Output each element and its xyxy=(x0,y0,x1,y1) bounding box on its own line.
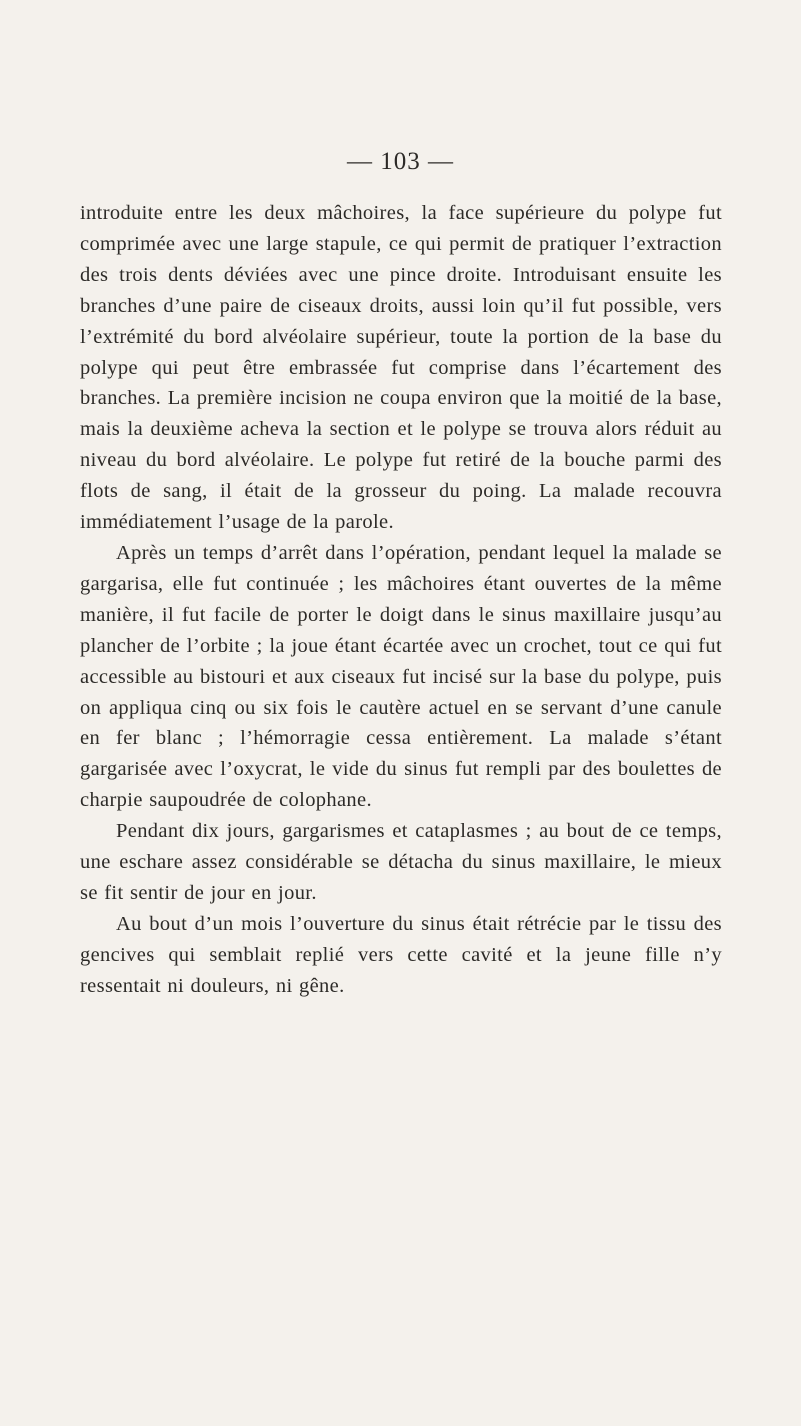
body-text xyxy=(80,198,722,1002)
paragraph-4: Au bout d’un mois l’ouverture du sinus était rétrécie par le tissu des gencives qui semblait replié vers cette cavité et la jeune fille n’y ressentait ni douleurs, ni gêne. xyxy=(80,912,722,997)
paragraph-2: Après un temps d’arrêt dans l’opération, pendant lequel la malade se gargarisa, elle fut continuée ; les mâchoires étant ouvertes de la même manière, il fut facile de porter le doigt dans le sinus maxillaire jusqu’au plancher de l’orbite ; la joue étant écartée avec un crochet, tout ce qui fut accessible au bistouri et aux ciseaux fut incisé sur la base du polype, puis on appliqua cinq ou six fois le cautère actuel en se servant d’une canule en fer blanc ; l’hémorragie cessa entièrement. La malade s’étant gargarisée avec l’oxycrat, le vide du sinus fut rempli par des boulettes de charpie saupoudrée de colophane. xyxy=(80,541,722,812)
page-number: — 103 — xyxy=(347,148,454,175)
paragraph-1: introduite entre les deux mâchoires, la face supérieure du polype fut comprimée avec une large stapule, ce qui permit de pratiquer l’extraction des trois dents déviées avec une pince droite. Introduisant ensuite les branches d’une paire de ciseaux droits, aussi loin qu’il fut possible, vers l’extrémité du bord alvéolaire supérieur, toute la portion de la base du polype qui peut être embrassée fut comprise dans l’écartement des branches. La première incision ne coupa environ que la moitié de la base, mais la deuxième acheva la section et le polype se trouva alors réduit au niveau du bord alvéolaire. Le polype fut retiré de la bouche parmi des flots de sang, il était de la grosseur du poing. La malade recouvra immédiatement l’usage de la parole. xyxy=(80,202,722,534)
paragraph-3: Pendant dix jours, gargarismes et cataplasmes ; au bout de ce temps, une eschare assez considérable se détacha du sinus maxillaire, le mieux se fit sentir de jour en jour. xyxy=(80,820,722,904)
